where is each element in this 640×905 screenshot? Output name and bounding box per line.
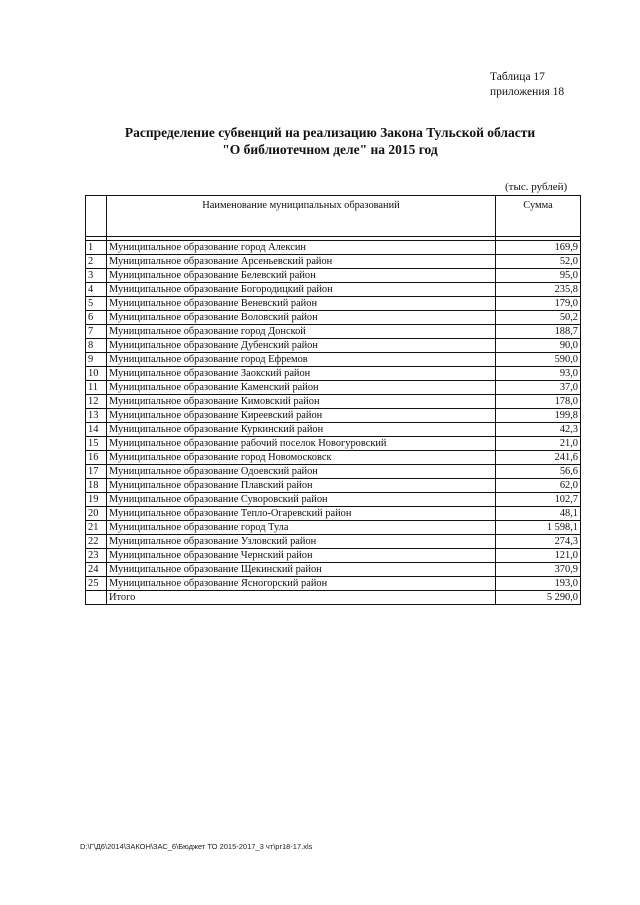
row-number: 19: [86, 493, 107, 507]
file-path-footer: D:\Г\Д6\2014\ЗАКОН\ЗАС_6\Бюджет ТО 2015-2017_3 чт\pr18-17.xls: [80, 842, 313, 851]
municipality-name: Муниципальное образование Одоевский район: [107, 465, 496, 479]
row-number: 21: [86, 521, 107, 535]
table-row: [86, 493, 581, 507]
table-row: [86, 241, 581, 255]
row-number: 13: [86, 409, 107, 423]
table-row: [86, 535, 581, 549]
subsidy-amount: 274,3: [496, 535, 581, 549]
table-row: [86, 339, 581, 353]
table-row: [86, 269, 581, 283]
municipality-name: Муниципальное образование город Алексин: [107, 241, 496, 255]
municipality-name: Муниципальное образование город Новомосковск: [107, 451, 496, 465]
reference-appendix: приложения 18: [490, 86, 565, 98]
subsidy-amount: 37,0: [496, 381, 581, 395]
row-number: 2: [86, 255, 107, 269]
municipality-name: Муниципальное образование город Ефремов: [107, 353, 496, 367]
municipality-name: Муниципальное образование Белевский район: [107, 269, 496, 283]
header-sum-cell: Сумма: [496, 196, 581, 237]
municipality-name: Муниципальное образование Киреевский район: [107, 409, 496, 423]
subsidy-amount: 590,0: [496, 353, 581, 367]
municipality-name: Муниципальное образование город Донской: [107, 325, 496, 339]
row-number: 17: [86, 465, 107, 479]
table-row: [86, 367, 581, 381]
subsidy-amount: 241,6: [496, 451, 581, 465]
row-number: 18: [86, 479, 107, 493]
subsidy-amount: 42,3: [496, 423, 581, 437]
table-row: [86, 549, 581, 563]
row-number: 15: [86, 437, 107, 451]
municipality-name: Муниципальное образование Дубенский район: [107, 339, 496, 353]
subsidy-amount: 90,0: [496, 339, 581, 353]
municipality-name: Муниципальное образование Веневский район: [107, 297, 496, 311]
municipality-name: Муниципальное образование Суворовский район: [107, 493, 496, 507]
table-total-row: [86, 591, 581, 605]
municipality-name: Муниципальное образование Богородицкий район: [107, 283, 496, 297]
row-number: 22: [86, 535, 107, 549]
table-row: [86, 423, 581, 437]
subsidy-amount: 52,0: [496, 255, 581, 269]
header-name-cell: Наименование муниципальных образований: [107, 196, 496, 237]
table-reference: [490, 70, 564, 100]
subsidy-amount: 93,0: [496, 367, 581, 381]
subsidy-amount: 370,9: [496, 563, 581, 577]
row-number: 10: [86, 367, 107, 381]
table-row: [86, 395, 581, 409]
reference-table-number: Таблица 17: [490, 71, 545, 83]
subsidy-amount: 62,0: [496, 479, 581, 493]
subsidy-amount: 179,0: [496, 297, 581, 311]
subsidy-amount: 188,7: [496, 325, 581, 339]
table-row: [86, 521, 581, 535]
total-label: Итого: [107, 591, 496, 605]
table-header-row: [86, 196, 581, 237]
row-number: 9: [86, 353, 107, 367]
row-number: 16: [86, 451, 107, 465]
municipality-name: Муниципальное образование рабочий поселок Новогуровский: [107, 437, 496, 451]
row-number: 5: [86, 297, 107, 311]
row-number: 8: [86, 339, 107, 353]
subsidy-amount: 50,2: [496, 311, 581, 325]
table-row: [86, 479, 581, 493]
municipality-name: Муниципальное образование город Тула: [107, 521, 496, 535]
row-number: 23: [86, 549, 107, 563]
subsidy-amount: 235,8: [496, 283, 581, 297]
municipality-name: Муниципальное образование Заокский район: [107, 367, 496, 381]
row-number: 14: [86, 423, 107, 437]
row-number: 4: [86, 283, 107, 297]
municipality-name: Муниципальное образование Щекинский район: [107, 563, 496, 577]
subsidy-amount: 48,1: [496, 507, 581, 521]
subsidy-amount: 121,0: [496, 549, 581, 563]
table-row: [86, 325, 581, 339]
subsidy-amount: 56,6: [496, 465, 581, 479]
subsidy-amount: 102,7: [496, 493, 581, 507]
municipality-name: Муниципальное образование Тепло-Огаревский район: [107, 507, 496, 521]
table-row: [86, 577, 581, 591]
municipality-name: Муниципальное образование Каменский район: [107, 381, 496, 395]
table-row: [86, 353, 581, 367]
table-row: [86, 507, 581, 521]
document-title: [80, 124, 580, 158]
municipality-name: Муниципальное образование Узловский район: [107, 535, 496, 549]
row-number: 25: [86, 577, 107, 591]
subsidy-amount: 199,8: [496, 409, 581, 423]
row-number: 24: [86, 563, 107, 577]
table-row: [86, 311, 581, 325]
row-number: 3: [86, 269, 107, 283]
table-row: [86, 297, 581, 311]
subsidy-amount: 178,0: [496, 395, 581, 409]
subsidy-amount: 169,9: [496, 241, 581, 255]
municipality-name: Муниципальное образование Ясногорский район: [107, 577, 496, 591]
table-row: [86, 563, 581, 577]
table-row: [86, 451, 581, 465]
row-number: 6: [86, 311, 107, 325]
municipality-name: Муниципальное образование Кимовский район: [107, 395, 496, 409]
title-line-1: Распределение субвенций на реализацию Закона Тульской области: [124, 125, 536, 140]
subsidy-table: [85, 195, 581, 605]
table-row: [86, 381, 581, 395]
units-label: (тыс. рублей): [505, 181, 568, 193]
row-number: 12: [86, 395, 107, 409]
municipality-name: Муниципальное образование Чернский район: [107, 549, 496, 563]
total-number-cell: [86, 591, 107, 605]
subsidy-amount: 193,0: [496, 577, 581, 591]
table-row: [86, 283, 581, 297]
table-row: [86, 255, 581, 269]
table-row: [86, 409, 581, 423]
subsidy-amount: 1 598,1: [496, 521, 581, 535]
municipality-name: Муниципальное образование Плавский район: [107, 479, 496, 493]
row-number: 20: [86, 507, 107, 521]
table-row: [86, 465, 581, 479]
subsidy-amount: 21,0: [496, 437, 581, 451]
row-number: 7: [86, 325, 107, 339]
row-number: 11: [86, 381, 107, 395]
table-row: [86, 437, 581, 451]
header-number-cell: [86, 196, 107, 237]
municipality-name: Муниципальное образование Воловский район: [107, 311, 496, 325]
total-sum: 5 290,0: [496, 591, 581, 605]
subsidy-amount: 95,0: [496, 269, 581, 283]
municipality-name: Муниципальное образование Арсеньевский район: [107, 255, 496, 269]
table-body: [86, 237, 581, 591]
title-line-2: "О библиотечном деле" на 2015 год: [222, 142, 438, 157]
municipality-name: Муниципальное образование Куркинский район: [107, 423, 496, 437]
row-number: 1: [86, 241, 107, 255]
